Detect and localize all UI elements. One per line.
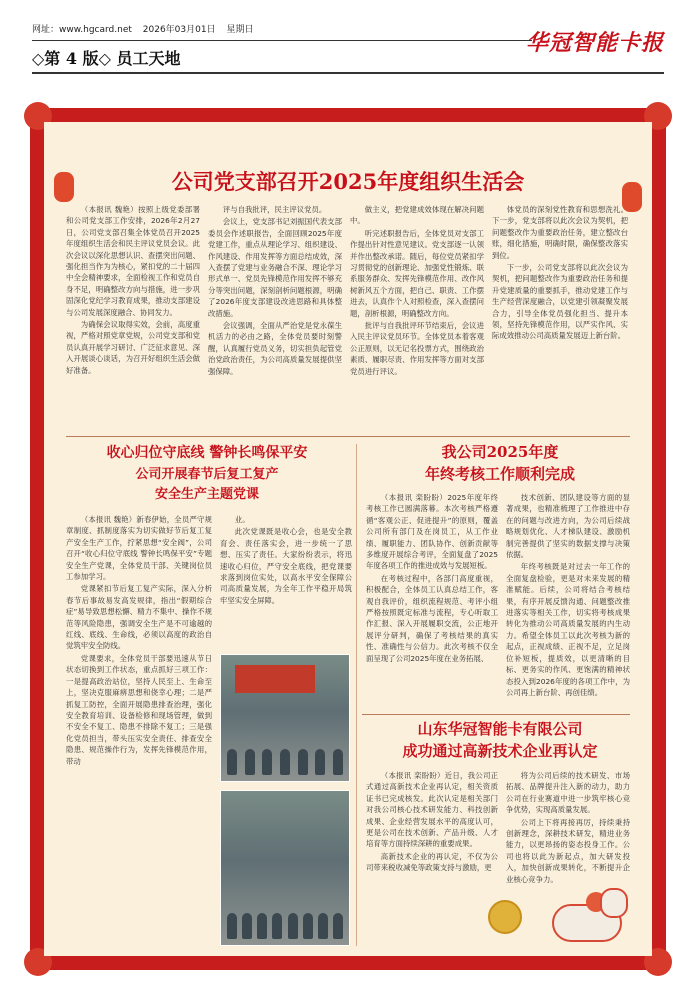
article1-title: 公司党支部召开2025年度组织生活会 xyxy=(171,169,525,194)
masthead-info xyxy=(32,22,261,35)
article2-title: 收心归位守底线 警钟长鸣保平安 xyxy=(106,445,308,461)
paper-title-logo: 华冠智能卡报 xyxy=(525,30,664,56)
article4-col2 xyxy=(506,770,630,884)
attendees xyxy=(227,879,343,939)
article2-col2 xyxy=(220,514,352,646)
horse-mascot-icon xyxy=(522,884,642,954)
paragraph: 年终考核既是对过去一年工作的全面复盘检验，更是对未来发展的精准赋能。后续，公司将结合考核结果，有序开展反馈沟通、问题整改推进落实等相关工作，切实将考核成果转化为推动公司高质量发展的内生动力。希望全体员工以此次考核为新的起点，正视成绩、正视不足，立足岗位补短板，提质效，以更清晰的目标、更务实的作风、更饱满的精神状态投入到2026年度的各项工作中，为公司再上新台阶、再创佳绩。 xyxy=(506,562,630,697)
article2-subtitle-2: 安全生产主题党课 xyxy=(154,487,259,502)
meeting-photo xyxy=(220,654,350,782)
paragraph: 党课要求，全体党员干部要迅速从节日状态切换到工作状态，重点抓好三项工作：一是提高政治站位，坚持人民至上、生命至上，坚决克服麻痹思想和侥幸心理；二是严抓复工防控，全面开展隐患排查治理，强化安全教育培训、设备检修和现场管理，做到不安全不复工、隐患不排除不复工；三是强化党员担当，带头压实安全责任、排查安全隐患、规范操作行为，发挥先锋模范作用，带动 xyxy=(66,653,212,766)
paragraph: 将为公司后续的技术研发、市场拓展、品牌提升注入新的动力，助力公司在行业赛道中进一步筑牢核心竞争优势，实现高质量发展。 xyxy=(506,771,630,815)
article4-subtitle: 成功通过高新技术企业再认定 xyxy=(402,742,598,760)
coin-icon xyxy=(488,900,522,934)
article3-subtitle: 年终考核工作顺利完成 xyxy=(424,465,575,483)
attendees xyxy=(227,741,343,775)
article2-subtitle-1: 公司开展春节后复工复产 xyxy=(135,467,279,482)
article4-title: 山东华冠智能卡有限公司 xyxy=(417,720,583,738)
paragraph: 此次党课既是收心会，也是安全教育会、责任落实会，进一步统一了思想、压实了责任。大家纷纷表示，将迅速收心归位，严守安全底线，把党课要求落到岗位实处，以高水平安全保障公司高质量发展，为全年工作平稳开局筑牢坚实安全屏障。 xyxy=(220,527,352,605)
backdrop-banner xyxy=(235,665,315,693)
paragraph: 业。 xyxy=(234,515,250,524)
paragraph: 会议强调，全面从严治党是党永葆生机活力的必由之路，全体党员要时刻警醒，认真履行党员义务，切实担负起管党治党政治责任，为公司高质量发展提供坚强保障。 xyxy=(208,321,342,376)
article4-col1 xyxy=(366,770,498,946)
paragraph: 党课紧扣节后复工复产实际，深入分析春节后事故易发高发规律，指出“假期综合症”易导致思想松懈、精力不集中、操作不规范等风险隐患，强调安全生产是不可逾越的红线、底线、生命线，必须以高度的政治自觉筑牢安全防线。 xyxy=(66,584,212,651)
paragraph: 听完述职报告后，全体党员对支部工作提出针对性意见建议。党支部逐一认领并作出整改承诺。随后，每位党员紧扣学习贯彻党的创新理论、加强党性锻炼、联系服务群众、发挥先锋模范作用、改作风树新风五个方面，把自己、职责、工作摆进去，认真作个人对照检查，深入查摆问题，剖析根源，明确整改方向。 xyxy=(350,228,484,318)
section-divider xyxy=(66,436,630,437)
article3-title: 我公司2025年度 xyxy=(441,443,559,461)
masthead-rule-bottom xyxy=(32,72,664,74)
masthead xyxy=(32,18,664,80)
paragraph: 评与自我批评，民主评议党员。 xyxy=(222,205,327,214)
column-divider xyxy=(356,444,357,946)
article3-col2 xyxy=(506,492,630,710)
issue-date: 2026年03月01日 xyxy=(142,25,216,35)
content-panel xyxy=(44,122,652,956)
horse-head xyxy=(600,888,628,918)
website-url[interactable]: 网址：www.hgcard.net xyxy=(32,25,132,35)
article3-col1 xyxy=(366,492,498,710)
paragraph: 体党员的深刻党性教育和思想洗礼。下一步，党支部将以此次会议为契机，把问题整改作为重要政治任务，建立整改台账，细化措施，明确时限，确保整改落实到位。 xyxy=(492,205,628,260)
article1-col4 xyxy=(492,204,628,432)
paragraph: （本报讯 栾盼盼）近日，我公司正式通过高新技术企业再认定，相关资质证书已完成核发。此次认定是相关部门对我公司核心技术研发能力、科技创新成果、企业经营发展水平的高度认可，更是公司在技术创新、产品升级、人才培育等方面持续深耕的重要成果。 xyxy=(366,771,498,849)
paragraph: 为确保会议取得实效，会前，高度重视，严格对照党章党规，公司党支部和党员认真开展学习研讨、广泛征求意见、深入开展谈心谈话，为召开好组织生活会做好准备。 xyxy=(66,320,200,375)
group-photo xyxy=(220,790,350,946)
section-label: ◇第 4 版◇ 员工天地 xyxy=(32,49,181,68)
paragraph: 下一步，公司党支部将以此次会议为契机，把问题整改作为重要政治任务和提升党建质量的重要抓手，推动党建工作与生产经营深度融合，以党建引领凝聚发展合力，引导全体党员强化担当、提升本领，坚持先锋模范作用，以严实作风、实际成效推动公司高质量发展迈上新台阶。 xyxy=(492,263,628,341)
masthead-rule xyxy=(32,40,532,41)
paragraph: （本报讯 栾盼盼）2025年度年终考核工作已圆满落幕。本次考核严格遵循“客观公正、促进提升”的原则，覆盖公司所有部门及在岗员工，从工作业绩、履职能力、团队协作、创新贡献等多维度开展综合考评，全面复盘了2025年度各项工作的推进成效与发展短板。 xyxy=(366,493,498,571)
paragraph: 公司上下将再接再厉，持续秉持创新理念，深耕技术研发，精进业务能力，以更昂扬的姿态投身工作。公司也将以此为新起点，加大研发投入，加快创新成果转化，不断提升企业核心竞争力。 xyxy=(506,817,630,884)
article2-col1 xyxy=(66,514,212,946)
article1-col3 xyxy=(350,204,484,432)
article1-col1 xyxy=(66,204,200,432)
decorative-frame xyxy=(30,108,666,970)
paragraph: （本报讯 魏艳）按照上级党委部署和公司党支部工作安排，2026年2月27日，公司党支部召集全体党员召开2025年度组织生活会和民主评议党员会议。此次会议以深化思想认识、查摆突出问题、强化担当作为为核心，紧扣党的二十届四中全会精神要求，全面检视工作和党员自身不足，明确整改方向与措施，进一步巩固深化党纪学习教育成果，推动支部建设与公司发展深度融合、协同发力。 xyxy=(66,205,200,317)
article1-col2 xyxy=(208,204,342,432)
section-divider xyxy=(362,714,630,715)
issue-weekday: 星期日 xyxy=(226,25,254,35)
paragraph: 技术创新、团队建设等方面的显著成果，也精准梳理了工作推进中存在的问题与改进方向，为公司后续战略规划优化、人才梯队建设、激励机制完善提供了坚实的数据支撑与决策依据。 xyxy=(506,493,630,560)
paragraph: （本报讯 魏艳）新春伊始，全员严守规章制度、抓制度落实为切实做好节后复工复产安全生产工作，拧紧思想“安全阀”，公司召开“收心归位守底线 警钟长鸣保平安”专题安全生产党课，全体党员干部、关键岗位员工参加学习。 xyxy=(66,515,212,582)
paragraph: 做主义，把党建成效体现在解决问题中。 xyxy=(350,205,484,226)
paragraph: 在考核过程中，各部门高度重视，积极配合，全体员工认真总结工作，客观自我评价，组织流程规范、考评小组严格按照既定标准与流程，专心听取工作汇报、深入开展履职交流，公正地开展评分研判，确保了考核结果的真实性、准确性与公信力。此次考核不仅全面呈现了公司2025年度在业务拓展、 xyxy=(366,573,498,663)
paragraph: 高新技术企业的再认定，不仅为公司带来税收减免等政策支持与激励，更 xyxy=(366,851,498,873)
paragraph: 会议上，党支部书记刘振国代表支部委员会作述职报告，全面回顾2025年度党建工作，重点从理论学习、组织建设、作风建设、作用发挥等方面总结成效，深入查摆了党建与业务融合不深、理论学习形式单一、党员先锋模范作用发挥不够充分等突出问题，深刻剖析问题根源，明确了2026年度支部建设改进思路和具体整改措施。 xyxy=(208,217,342,318)
paragraph: 批评与自我批评环节结束后，会议进入民主评议党员环节。全体党员本着客观公正原则，以无记名投票方式，围绕政治素质、履职尽责、作用发挥等方面对支部党员进行评议。 xyxy=(350,321,484,376)
